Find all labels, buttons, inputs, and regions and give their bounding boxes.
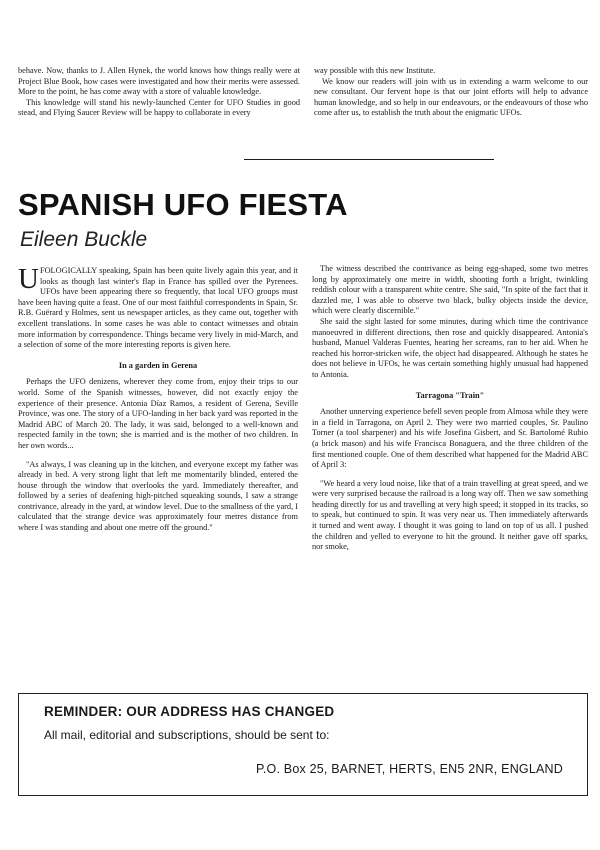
article-author: Eileen Buckle [20,228,148,251]
witness-quote: "We heard a very loud noise, like that of a train travelling at great speed, and we were very surprised because the railroad is a long way off. Then we saw something heading directly for us and travelling at very high speed; it stopped in its tracks, so to speak, but continued to spin. It was very near us. Then immediately afterwards it turned and went away. I thought it was going to land on top of us all. I pushed the children and yelled to everyone to hit the ground. It neither gave off sparks, nor smoke, [312,478,588,552]
section-heading-tarragona: Tarragona "Train" [415,390,485,400]
notice-heading: REMINDER: OUR ADDRESS HAS CHANGED [44,704,335,719]
article-title: SPANISH UFO FIESTA [18,187,348,222]
article-paragraph: Another unnerving experience befell seven people from Almosa while they were in a field in Tarragona, on April 2. They were two married couples, Sr. Paulino Torner (a tool sharpener) and his wife Josefina Gisbert, and Sr. Bartolomé Rubio (a brick mason) and his wife Francisca Bonaguera, and the three children of the first mentioned couple. One of them described what happened for the Madrid ABC of April 3: [312,407,588,470]
article-right-column [312,264,588,553]
notice-text: All mail, editorial and subscriptions, should be sent to: [44,728,330,742]
article-paragraph: Perhaps the UFO denizens, wherever they come from, enjoy their trips to our world. Some of the Spanish witnesses, however, did not exactly enjoy the experience of their presence. Antonia Díaz Ramos, a resident of Gerena, Seville Province, was one. The story of a UFO-landing in her back yard was reported in the Madrid ABC of March 20. The lady, it was said, belonged to a well-known and respected family in the town; she is married and is the mother of two children. In her own words... [18,377,298,450]
previous-article-paragraph: behave. Now, thanks to J. Allen Hynek, the world knows how things really were at Project Blue Book, how cases were investigated and how their merits were assessed. More to the point, he has come away with a store of valuable knowledge. [18,66,300,97]
section-divider [244,159,494,160]
previous-article-left-column [18,66,300,119]
postal-address: P.O. Box 25, BARNET, HERTS, EN5 2NR, ENGLAND [255,762,563,776]
article-intro [18,263,298,351]
previous-article-paragraph: We know our readers will join with us in extending a warm welcome to our new consultant. Our fervent hope is that our joint efforts will help to advance human knowledge, and so help in our endeavours, or the endeavours of those who come after us, to establish the truth about the enigmatic UFOs. [314,76,588,118]
article-left-column [18,263,298,534]
intro-text: FOLOGICALLY speaking, Spain has been quite lively again this year, and it looks as though last winter's flap in France has spilled over the Pyrenees. UFOs have been appearing there so frequently, that local UFO groups must have been having quite a feast. One of our most faithful correspondents in Spain, Sr. R.B. Guërard y Holmes, sent us newspaper articles, as they came out, together with excellent translations. In some cases he was able to contact witnesses and obtain more information by correspondence. Things became very lively in mid-March, and a selection of some of the more interesting reports is given here. [18,266,298,350]
section-heading-gerena: In a garden in Gerena [118,360,198,370]
witness-quote: "As always, I was cleaning up in the kitchen, and everyone except my father was already in bed. A very strong light that left me momentarily blinded, entered the house through the window that overlooks the yard. Immediately thereafter, and followed by a series of deafening high-pitched squeaking sounds, I saw a strange contrivance, already in the yard, at window level. Due to the smallness of the yard, I calculated that the strange device was approximately four metres distance from where I was standing and about one metre off the ground." [18,459,298,533]
article-paragraph: She said the sight lasted for some minutes, during which time the contrivance manoeuvred in different directions, then rose and quickly disappeared. Antonia's husband, Manuel Valderas Fuentes, hearing her screams, ran to her aid. When he reached his horror-stricken wife, the object had disappeared. Although he states he does not believe in UFOs, he was certain something highly unusual had happened to Antonia. [312,316,588,379]
address-notice-box [18,693,588,796]
drop-cap: U [18,263,39,295]
previous-article-right-column [314,66,588,119]
previous-article-paragraph: This knowledge will stand his newly-launched Center for UFO Studies in good stead, and Flying Saucer Review will be happy to collaborate in every [18,97,300,118]
article-paragraph: The witness described the contrivance as being egg-shaped, some two metres long by approximately one metre in width, shooting forth a bright, twinkling reddish colour with a transparent white centre. She said, "In spite of the fact that it dazzled me, I was able to observe two black, bulky objects inside the device, which were clearly discernible." [312,264,588,316]
previous-article-paragraph: way possible with this new Institute. [314,66,436,75]
